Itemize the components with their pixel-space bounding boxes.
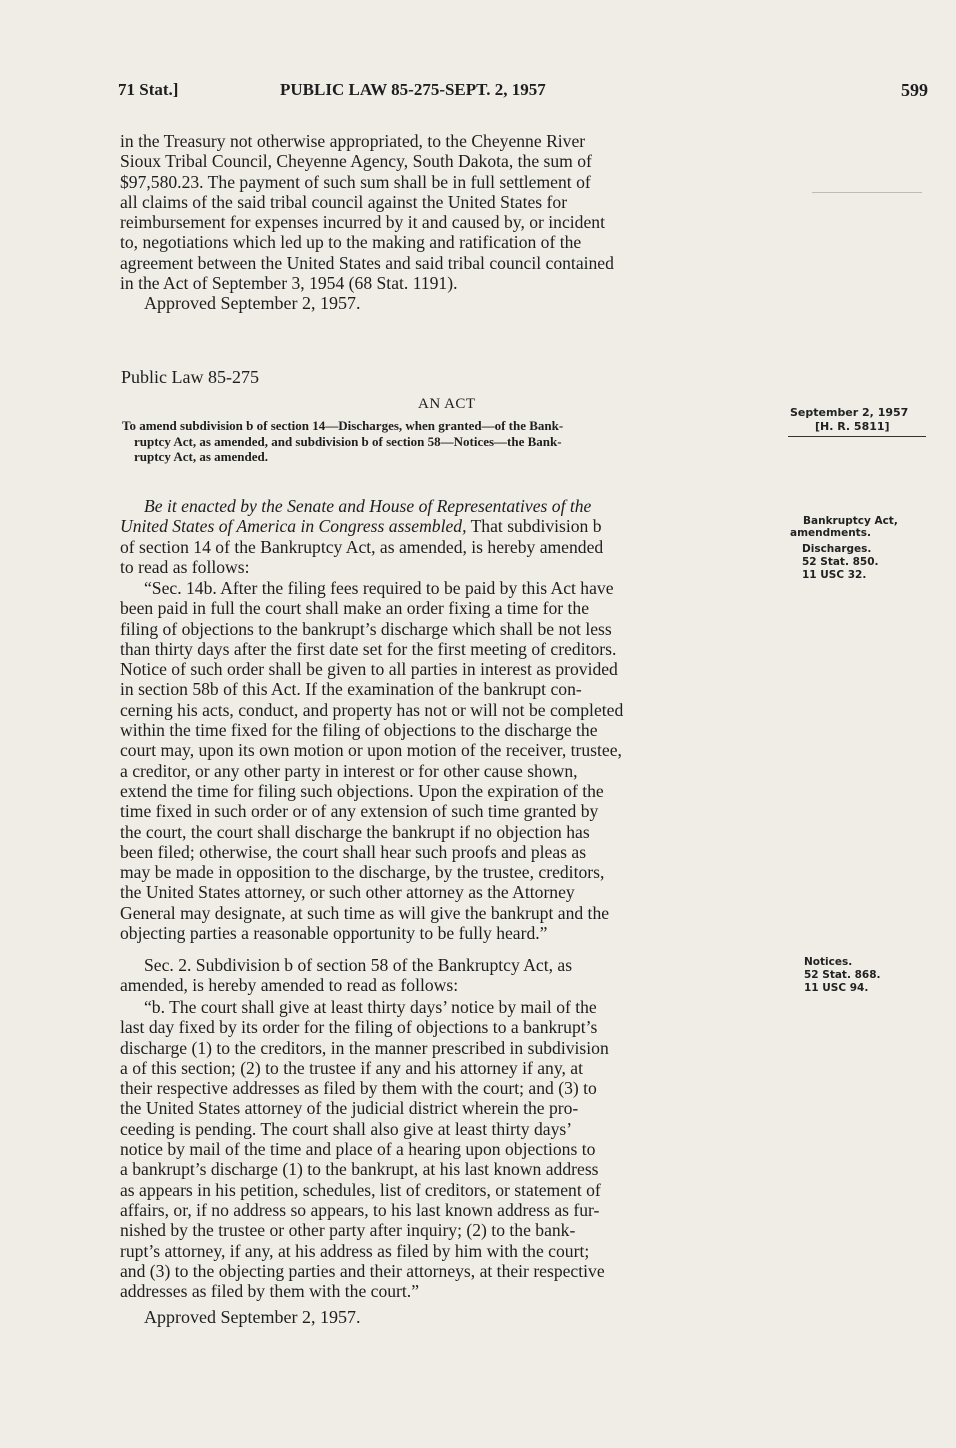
margin-usc-32: 11 USC 32. (802, 569, 867, 581)
bleed-through-mark (812, 264, 922, 324)
description-line: To amend subdivision b of section 14—Discharges, when granted—of the Bank- (122, 418, 564, 433)
text-line: the court, the court shall discharge the bankrupt if no objection has (120, 821, 590, 842)
text-line: all claims of the said tribal council against the United States for (120, 191, 568, 212)
description-line: ruptcy Act, as amended. (134, 449, 268, 464)
enacting-line-1: Be it enacted by the Senate and House of Representatives of the (144, 496, 592, 516)
text-line: reimbursement for expenses incurred by it and caused by, or incident (120, 212, 605, 233)
text-line: to, negotiations which led up to the making and ratification of the (120, 232, 582, 253)
section-14b (120, 578, 775, 943)
text-line: within the time fixed for the filing of objections to the discharge the (120, 720, 598, 741)
section-2 (120, 955, 775, 996)
text-line: a creditor, or any other party in interest or for other cause shown, (120, 760, 578, 781)
header-volume: 71 Stat.] (118, 80, 179, 99)
description-line: ruptcy Act, as amended, and subdivision b of section 58—Notices—the Bank- (134, 433, 562, 449)
text-line: as appears in his petition, schedules, list of creditors, or statement of (120, 1179, 601, 1200)
text-line: cerning his acts, conduct, and property has not or will not be completed (120, 699, 624, 720)
text-line: filing of objections to the bankrupt’s discharge which shall be not less (120, 618, 612, 639)
text-line: last day fixed by its order for the filing of objections to a bankrupt’s (120, 1017, 598, 1038)
margin-discharges: Discharges. (802, 543, 872, 555)
text-line: the United States attorney, or such other attorney as the Attorney (120, 882, 575, 903)
text-line: their respective addresses as filed by them with the court; and (3) to (120, 1078, 597, 1099)
bleed-through-mark (812, 170, 922, 193)
text-line: “b. The court shall give at least thirty days’ notice by mail of the (144, 997, 597, 1017)
text-line: Notice of such order shall be given to all parties in interest as provided (120, 659, 618, 680)
text-line: discharge (1) to the creditors, in the manner prescribed in subdivision (120, 1037, 609, 1058)
margin-notices: Notices. (804, 956, 853, 968)
text-line: time fixed in such order or of any extension of such time granted by (120, 801, 599, 822)
text-line: notice by mail of the time and place of a hearing upon objections to (120, 1139, 596, 1160)
margin-amendments: amendments. (790, 527, 871, 539)
text-line: affairs, or, if no address so appears, to his last known address as fur- (120, 1199, 600, 1220)
text-line: agreement between the United States and said tribal council contained (120, 252, 614, 273)
section-58b (120, 997, 775, 1328)
text-line: objecting parties a reasonable opportunity to be fully heard.” (120, 923, 548, 944)
text-line: been paid in full the court shall make an order fixing a time for the (120, 598, 590, 619)
text-line: ceeding is pending. The court shall also give at least thirty days’ (120, 1118, 573, 1139)
margin-bill: [H. R. 5811] (815, 420, 890, 433)
approval-line: Approved September 2, 1957. (144, 1307, 361, 1328)
text-line: been filed; otherwise, the court shall hear such proofs and pleas as (120, 841, 587, 862)
text-line: and (3) to the objecting parties and their attorneys, at their respective (120, 1260, 605, 1281)
text-line: to read as follows: (120, 556, 250, 577)
margin-rule (788, 436, 926, 437)
page-number: 599 (901, 80, 928, 100)
margin-usc-94: 11 USC 94. (804, 982, 869, 994)
text-line: a bankrupt’s discharge (1) to the bankrupt, at his last known address (120, 1159, 599, 1180)
public-law-title: Public Law 85-275 (121, 367, 259, 387)
text-line: rupt’s attorney, if any, at his address as filed by him with the court; (120, 1240, 590, 1261)
enacting-line-2 (120, 516, 775, 536)
opening-paragraph (120, 131, 775, 314)
page-header (118, 80, 928, 104)
enacting-italic: United States of America in Congress assembled, (120, 516, 467, 537)
margin-stat-868: 52 Stat. 868. (804, 969, 881, 981)
text-line: a of this section; (2) to the trustee if any and his attorney if any, at (120, 1057, 584, 1078)
text-line: than thirty days after the first date set for the first meeting of creditors. (120, 638, 617, 659)
text-line: court may, upon its own motion or upon motion of the receiver, trustee, (120, 740, 622, 761)
text-line: amended, is hereby amended to read as follows: (120, 975, 459, 996)
approval-line: Approved September 2, 1957. (144, 293, 361, 314)
text-line: of section 14 of the Bankruptcy Act, as amended, is hereby amended (120, 536, 604, 557)
enacting-rest: That subdivision b (466, 516, 602, 537)
text-line: General may designate, at such time as will give the bankrupt and the (120, 902, 610, 923)
text-line: addresses as filed by them with the court.” (120, 1281, 420, 1302)
text-line: may be made in opposition to the discharge, by the trustee, creditors, (120, 862, 605, 883)
text-line: the United States attorney of the judicial district wherein the pro- (120, 1098, 579, 1119)
act-heading: AN ACT (418, 396, 476, 412)
text-line: extend the time for filing such objections. Upon the expiration of the (120, 780, 604, 801)
act-description (122, 418, 775, 465)
enacting-clause (120, 496, 775, 577)
header-title: PUBLIC LAW 85-275-SEPT. 2, 1957 (280, 80, 546, 99)
text-line: Sec. 2. Subdivision b of section 58 of the Bankruptcy Act, as (144, 955, 573, 975)
text-line: “Sec. 14b. After the filing fees required to be paid by this Act have (144, 578, 614, 598)
margin-date: September 2, 1957 (790, 406, 909, 419)
margin-bankruptcy: Bankruptcy Act, (803, 515, 898, 527)
text-line: in the Treasury not otherwise appropriated, to the Cheyenne River (120, 131, 586, 151)
text-line: $97,580.23. The payment of such sum shall be in full settlement of (120, 171, 591, 192)
text-line: Sioux Tribal Council, Cheyenne Agency, South Dakota, the sum of (120, 151, 592, 172)
margin-stat-850: 52 Stat. 850. (802, 556, 879, 568)
text-line: in the Act of September 3, 1954 (68 Stat. 1191). (120, 273, 458, 294)
text-line: nished by the trustee or other party after inquiry; (2) to the bank- (120, 1220, 576, 1241)
text-line: in section 58b of this Act. If the examination of the bankrupt con- (120, 679, 582, 700)
